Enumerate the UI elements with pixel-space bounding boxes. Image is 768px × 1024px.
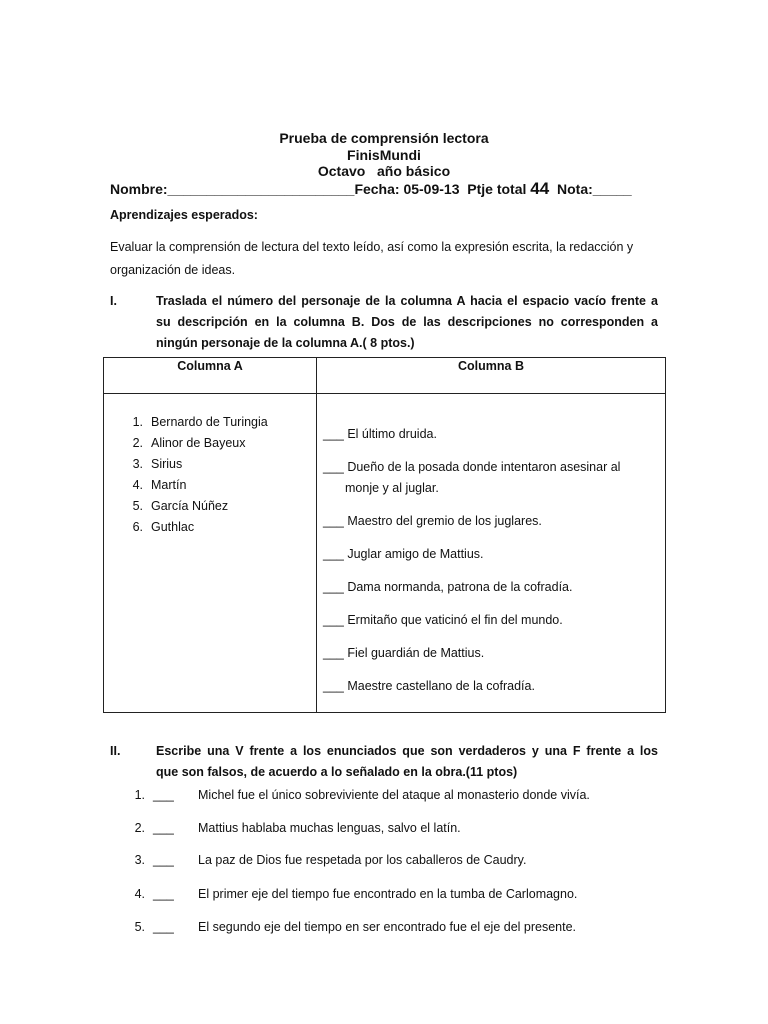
section-2-instructions bbox=[156, 741, 658, 783]
student-info-line bbox=[110, 179, 632, 199]
document-title: Prueba de comprensión lectora bbox=[279, 130, 489, 146]
aprendizajes-text-1: Evaluar la comprensión de lectura del texto leído, así como la expresión escrita, la redacción y bbox=[110, 240, 634, 254]
description-item[interactable]: ___ Juglar amigo de Mattius. bbox=[323, 547, 484, 561]
description-item-continued: monje y al juglar. bbox=[345, 481, 439, 495]
section-2-line-2: que son falsos, de acuerdo a lo señalado en la obra.(11 ptos) bbox=[156, 765, 518, 779]
description-item[interactable]: ___ Maestro del gremio de los juglares. bbox=[323, 514, 542, 528]
description-item[interactable]: ___ Fiel guardián de Mattius. bbox=[323, 646, 485, 660]
description-item[interactable]: ___ Ermitaño que vaticinó el fin del mundo. bbox=[323, 613, 563, 627]
description-item[interactable]: ___ Maestre castellano de la cofradía. bbox=[323, 679, 535, 693]
ptje-value: 44 bbox=[530, 179, 550, 198]
section-1-line-1: Traslada el número del personaje de la columna A hacia el espacio vacío frente a bbox=[156, 294, 658, 308]
list-item: 6. Guthlac bbox=[132, 520, 195, 534]
section-1-line-3: ningún personaje de la columna A.( 8 ptos.) bbox=[156, 336, 415, 350]
nombre-field[interactable]: Nombre:________________________ bbox=[110, 181, 355, 197]
nota-field[interactable]: Nota:_____ bbox=[557, 181, 632, 197]
list-item: 5. García Núñez bbox=[132, 499, 229, 513]
description-item[interactable]: ___ El último druida. bbox=[323, 427, 437, 441]
list-item: 1. Bernardo de Turingia bbox=[132, 415, 268, 429]
list-item: 4. Martín bbox=[132, 478, 187, 492]
ptje-label: Ptje total bbox=[467, 181, 527, 197]
column-b-body bbox=[317, 394, 666, 713]
column-a-header: Columna A bbox=[104, 358, 317, 394]
list-item: 2. Alinor de Bayeux bbox=[132, 436, 246, 450]
column-b-header: Columna B bbox=[317, 358, 666, 394]
character-list bbox=[104, 412, 268, 538]
section-1-line-2: su descripción en la columna B. Dos de las descripciones no corresponden a bbox=[156, 315, 658, 329]
grade-label: Octavo año básico bbox=[317, 163, 451, 179]
column-a-body bbox=[104, 394, 317, 713]
book-title: FinisMundi bbox=[347, 147, 421, 163]
section-1-number: I. bbox=[110, 294, 117, 308]
section-2-number: II. bbox=[110, 744, 121, 758]
aprendizajes-heading: Aprendizajes esperados: bbox=[110, 208, 258, 222]
aprendizajes-text-2: organización de ideas. bbox=[110, 263, 236, 277]
description-item[interactable]: ___ Dueño de la posada donde intentaron asesinar al bbox=[323, 460, 621, 474]
list-item: 3. Sirius bbox=[132, 457, 183, 471]
fecha-label: Fecha: 05-09-13 bbox=[354, 181, 460, 197]
matching-table bbox=[103, 357, 666, 713]
section-2-line-1: Escribe una V frente a los enunciados que son verdaderos y una F frente a los bbox=[156, 744, 658, 758]
description-item[interactable]: ___ Dama normanda, patrona de la cofradía. bbox=[323, 580, 573, 594]
section-1-instructions bbox=[156, 291, 658, 354]
